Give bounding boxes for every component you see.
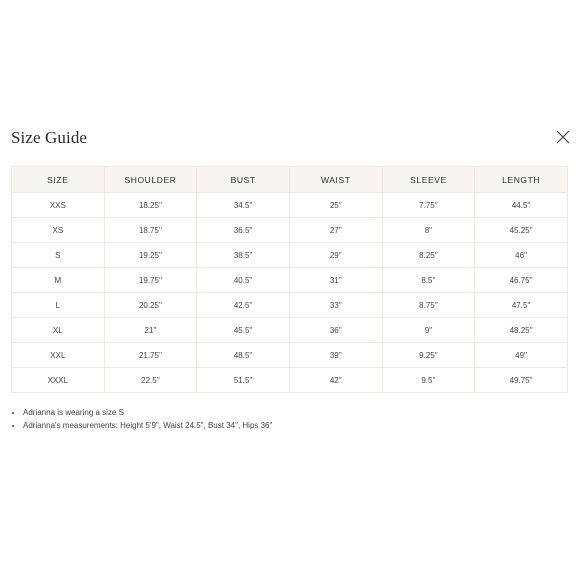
table-row xyxy=(12,243,568,268)
table-cell: 21'' xyxy=(104,318,197,343)
column-header-sleeve: SLEEVE xyxy=(382,167,475,193)
table-cell: 8.25'' xyxy=(382,243,475,268)
table-cell: 46'' xyxy=(475,243,568,268)
note-item: • Adrianna's measurements: Height 5'9", Waist 24.5", Bust 34", Hips 36" xyxy=(23,419,272,432)
table-row xyxy=(12,268,568,293)
table-cell: 21.75'' xyxy=(104,343,197,368)
table-cell: 40.5'' xyxy=(197,268,290,293)
table-cell: 48.25'' xyxy=(475,318,568,343)
table-row xyxy=(12,193,568,218)
table-cell: 46.75'' xyxy=(475,268,568,293)
model-notes xyxy=(11,406,272,432)
table-cell: 18.75'' xyxy=(104,218,197,243)
table-cell: 45.5'' xyxy=(197,318,290,343)
table-cell: 19.25'' xyxy=(104,243,197,268)
column-header-waist: WAIST xyxy=(289,167,382,193)
table-cell: XS xyxy=(12,218,105,243)
table-cell: 45.25'' xyxy=(475,218,568,243)
table-cell: 49.75'' xyxy=(475,368,568,393)
table-cell: 22.5'' xyxy=(104,368,197,393)
table-cell: 25'' xyxy=(289,193,382,218)
column-header-bust: BUST xyxy=(197,167,290,193)
table-header-row xyxy=(12,167,568,193)
table-row xyxy=(12,318,568,343)
note-item: • Adrianna is wearing a size S xyxy=(23,406,272,419)
table-cell: 39'' xyxy=(289,343,382,368)
table-cell: 27'' xyxy=(289,218,382,243)
table-cell: 42.5'' xyxy=(197,293,290,318)
table-cell: 18.25'' xyxy=(104,193,197,218)
table-cell: XXS xyxy=(12,193,105,218)
table-cell: 38.5'' xyxy=(197,243,290,268)
close-icon xyxy=(554,128,572,146)
column-header-shoulder: SHOULDER xyxy=(104,167,197,193)
column-header-length: LENGTH xyxy=(475,167,568,193)
table-cell: 33'' xyxy=(289,293,382,318)
table-cell: L xyxy=(12,293,105,318)
table-cell: 34.5'' xyxy=(197,193,290,218)
table-cell: 19.75'' xyxy=(104,268,197,293)
table-cell: M xyxy=(12,268,105,293)
table-cell: 36.5'' xyxy=(197,218,290,243)
table-cell: 9.25'' xyxy=(382,343,475,368)
close-button[interactable] xyxy=(554,128,572,146)
table-cell: 51.5'' xyxy=(197,368,290,393)
table-cell: 9.5'' xyxy=(382,368,475,393)
table-cell: 31'' xyxy=(289,268,382,293)
table-row xyxy=(12,343,568,368)
table-cell: S xyxy=(12,243,105,268)
table-cell: 7.75'' xyxy=(382,193,475,218)
table-cell: 20.25'' xyxy=(104,293,197,318)
table-cell: 48.5'' xyxy=(197,343,290,368)
table-cell: 44.5'' xyxy=(475,193,568,218)
table-cell: XXXL xyxy=(12,368,105,393)
column-header-size: SIZE xyxy=(12,167,105,193)
table-row xyxy=(12,368,568,393)
table-cell: 9'' xyxy=(382,318,475,343)
table-cell: 47.5'' xyxy=(475,293,568,318)
table-row xyxy=(12,293,568,318)
table-cell: 8.75'' xyxy=(382,293,475,318)
table-cell: 8'' xyxy=(382,218,475,243)
page-title: Size Guide xyxy=(11,128,88,147)
table-cell: 36'' xyxy=(289,318,382,343)
table-row xyxy=(12,218,568,243)
table-cell: XL xyxy=(12,318,105,343)
table-cell: 42'' xyxy=(289,368,382,393)
table-cell: 8.5'' xyxy=(382,268,475,293)
table-cell: 29'' xyxy=(289,243,382,268)
table-cell: XXL xyxy=(12,343,105,368)
size-table xyxy=(11,166,568,393)
table-cell: 49'' xyxy=(475,343,568,368)
